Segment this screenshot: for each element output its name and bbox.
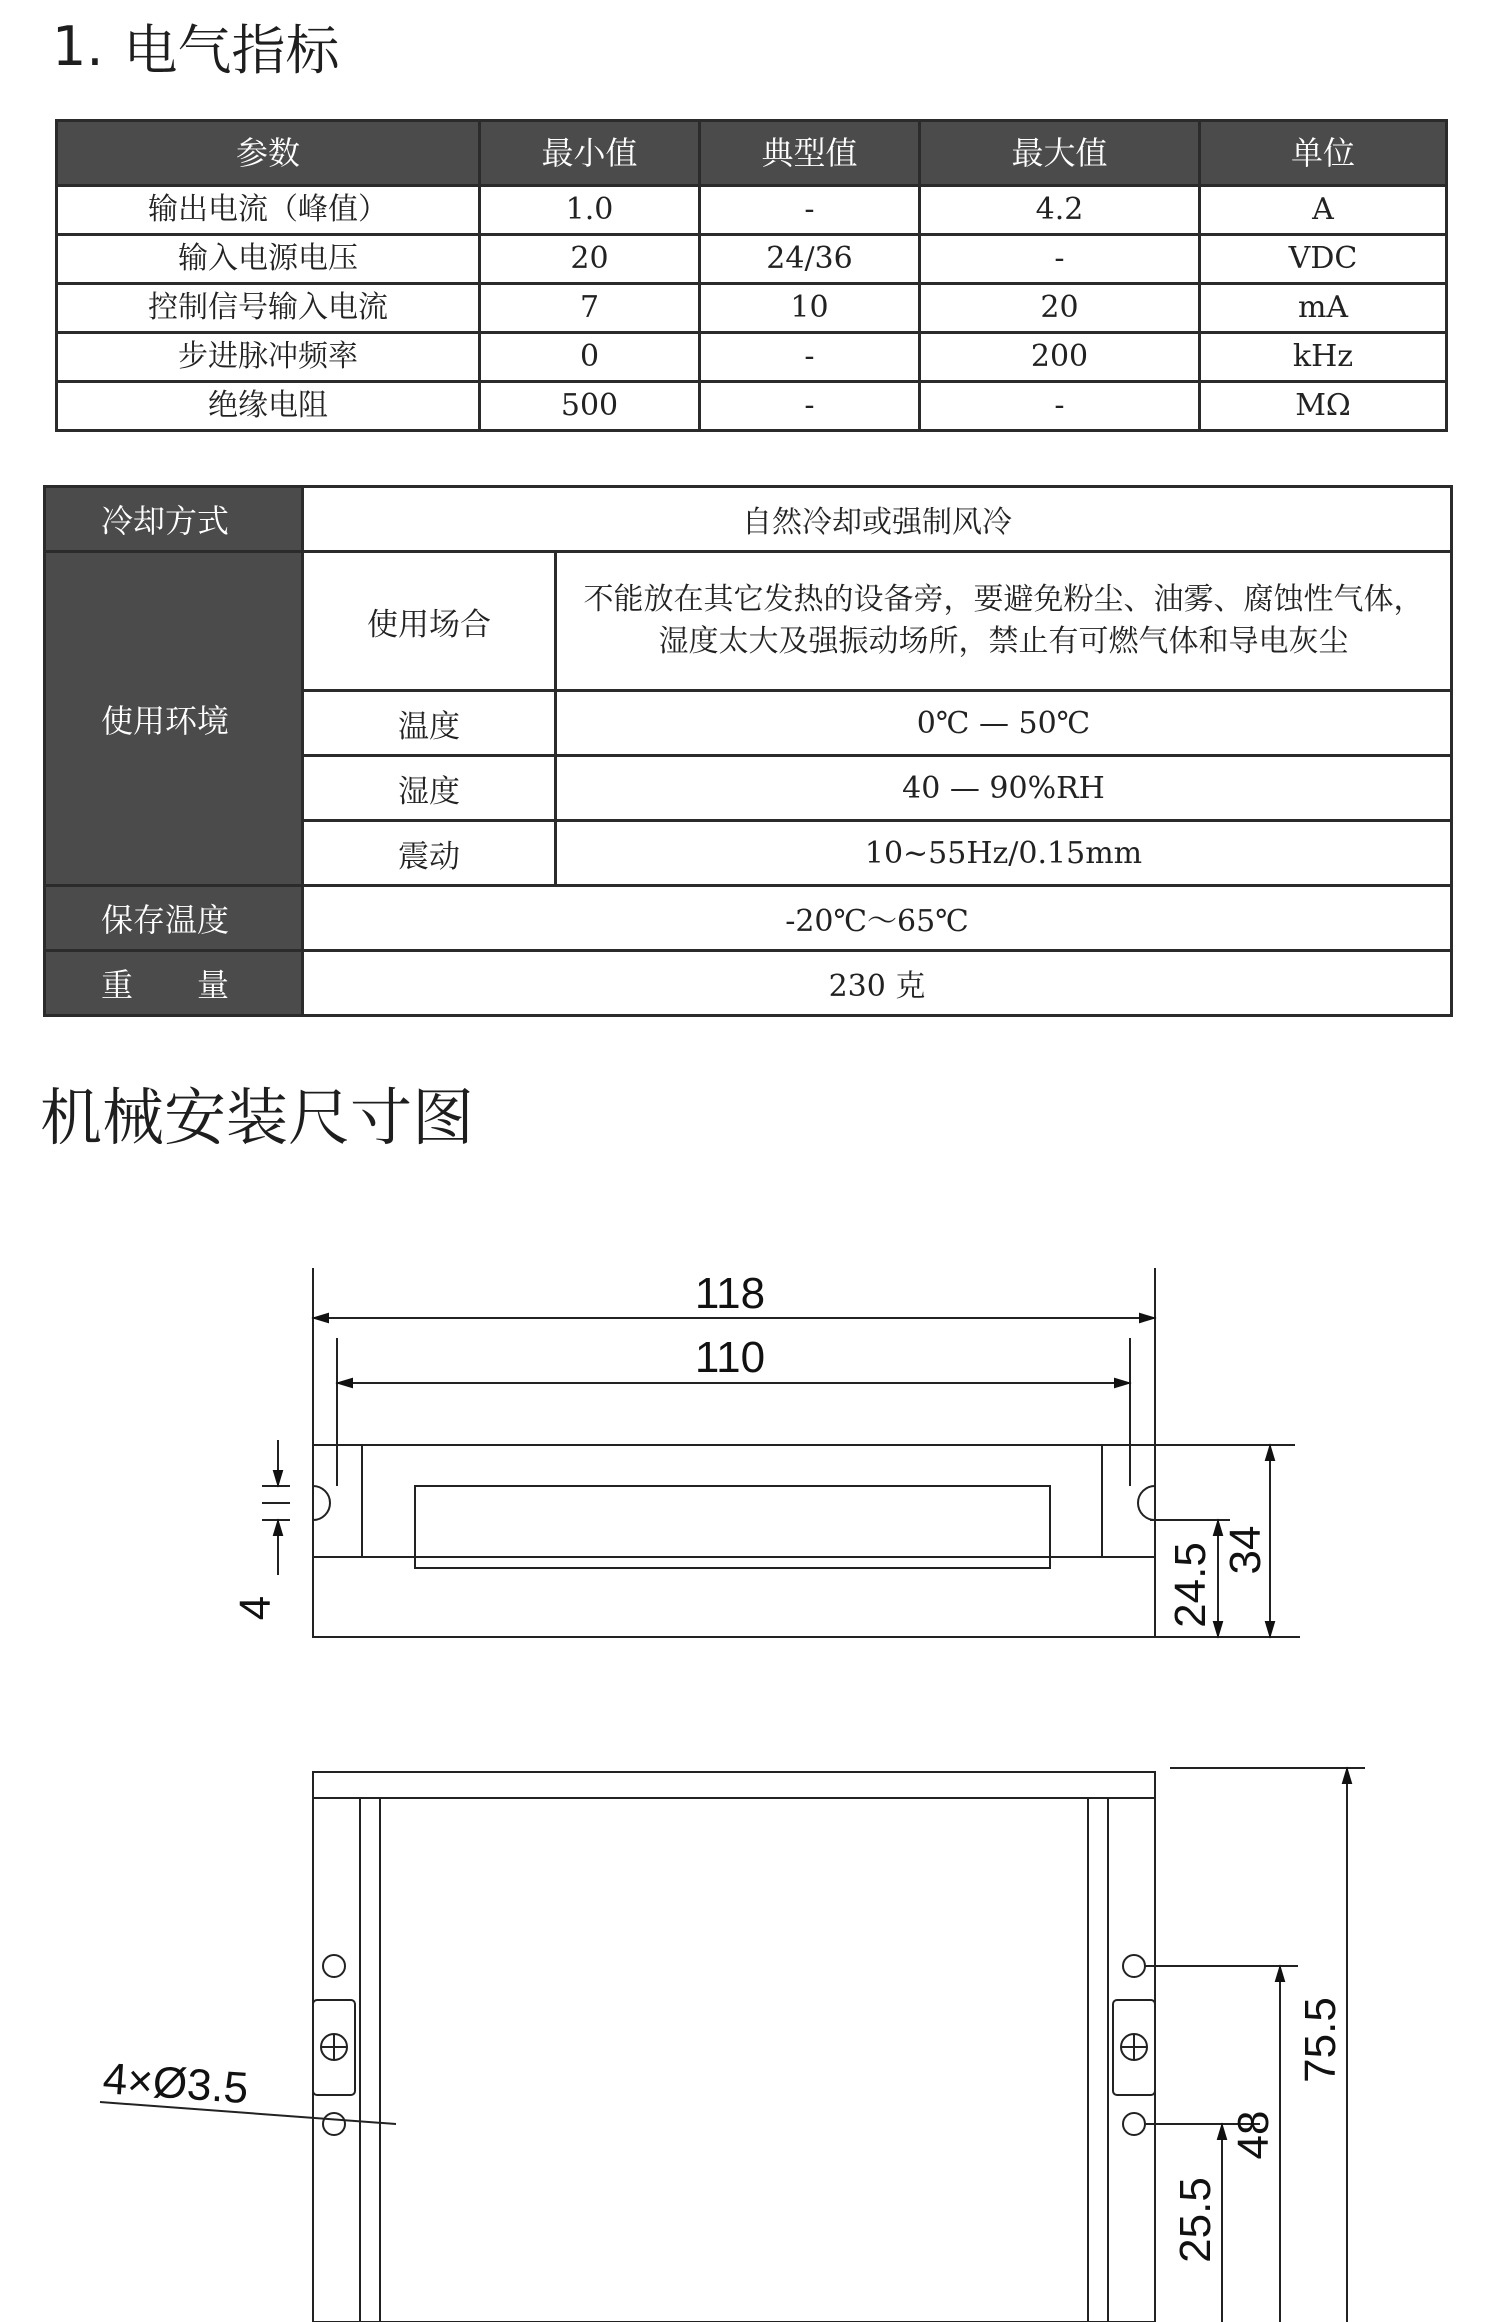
temperature-label: 温度 <box>303 691 556 756</box>
dim-label-34: 34 <box>1221 1525 1270 1575</box>
table-header-row <box>57 121 1447 186</box>
cell-min: 7 <box>480 284 700 333</box>
mechanical-drawing <box>0 1200 1500 2322</box>
dim-label-25-5: 25.5 <box>1171 2177 1220 2263</box>
environment-table <box>43 485 1453 1017</box>
dim-label-24-5: 24.5 <box>1166 1542 1215 1628</box>
cell-unit: A <box>1200 186 1447 235</box>
storage-label: 保存温度 <box>45 886 303 951</box>
environment-label: 使用环境 <box>45 552 303 886</box>
section-heading-mechanical: 机械安装尺寸图 <box>40 1080 475 1154</box>
storage-row <box>45 886 1452 951</box>
dim-label-118: 118 <box>694 1269 766 1318</box>
cell-typ: 10 <box>700 284 920 333</box>
cell-param: 绝缘电阻 <box>57 382 480 431</box>
cooling-label: 冷却方式 <box>45 487 303 552</box>
cell-unit: MΩ <box>1200 382 1447 431</box>
cell-min: 1.0 <box>480 186 700 235</box>
header-param: 参数 <box>57 121 480 186</box>
header-max: 最大值 <box>920 121 1200 186</box>
cell-max: 200 <box>920 333 1200 382</box>
weight-row <box>45 951 1452 1016</box>
cell-typ: 24/36 <box>700 235 920 284</box>
cell-max: 4.2 <box>920 186 1200 235</box>
top-view <box>262 1268 1300 1637</box>
holes-label: 4×Ø3.5 <box>101 2054 250 2114</box>
cell-param: 控制信号输入电流 <box>57 284 480 333</box>
cooling-value: 自然冷却或强制风冷 <box>303 487 1452 552</box>
storage-value: -20℃～65℃ <box>303 886 1452 951</box>
vibration-label: 震动 <box>303 821 556 886</box>
temperature-value: 0℃ — 50℃ <box>556 691 1452 756</box>
cell-max: 20 <box>920 284 1200 333</box>
usage-label: 使用场合 <box>303 552 556 691</box>
table-row <box>57 186 1447 235</box>
cell-unit: mA <box>1200 284 1447 333</box>
cell-typ: - <box>700 186 920 235</box>
header-min: 最小值 <box>480 121 700 186</box>
cell-unit: kHz <box>1200 333 1447 382</box>
cell-param: 输出电流（峰值） <box>57 186 480 235</box>
table-row <box>57 333 1447 382</box>
cell-param: 输入电源电压 <box>57 235 480 284</box>
weight-label: 重 量 <box>45 951 303 1016</box>
usage-value: 不能放在其它发热的设备旁，要避免粉尘、油雾、腐蚀性气体，湿度太大及强振动场所，禁止有可燃气体和导电灰尘 <box>556 552 1452 691</box>
dim-label-110: 110 <box>694 1333 766 1382</box>
table-row <box>57 235 1447 284</box>
cell-min: 20 <box>480 235 700 284</box>
section-title: 电气指标 <box>123 18 340 82</box>
dim-label-75-5: 75.5 <box>1296 1997 1345 2083</box>
humidity-label: 湿度 <box>303 756 556 821</box>
electrical-spec-table <box>55 119 1448 432</box>
header-unit: 单位 <box>1200 121 1447 186</box>
header-typ: 典型值 <box>700 121 920 186</box>
cell-unit: VDC <box>1200 235 1447 284</box>
cell-min: 500 <box>480 382 700 431</box>
dim-label-4: 4 <box>231 1595 280 1621</box>
cell-min: 0 <box>480 333 700 382</box>
dim-label-48: 48 <box>1229 2110 1278 2160</box>
weight-value: 230 克 <box>303 951 1452 1016</box>
vibration-value: 10~55Hz/0.15mm <box>556 821 1452 886</box>
usage-row <box>45 552 1452 691</box>
cell-max: - <box>920 382 1200 431</box>
humidity-value: 40 — 90%RH <box>556 756 1452 821</box>
table-row <box>57 382 1447 431</box>
table-row <box>57 284 1447 333</box>
cell-typ: - <box>700 382 920 431</box>
section-number: 1. <box>52 14 104 78</box>
cooling-row <box>45 487 1452 552</box>
cell-typ: - <box>700 333 920 382</box>
cell-param: 步进脉冲频率 <box>57 333 480 382</box>
section-heading-electrical <box>52 6 340 86</box>
cell-max: - <box>920 235 1200 284</box>
